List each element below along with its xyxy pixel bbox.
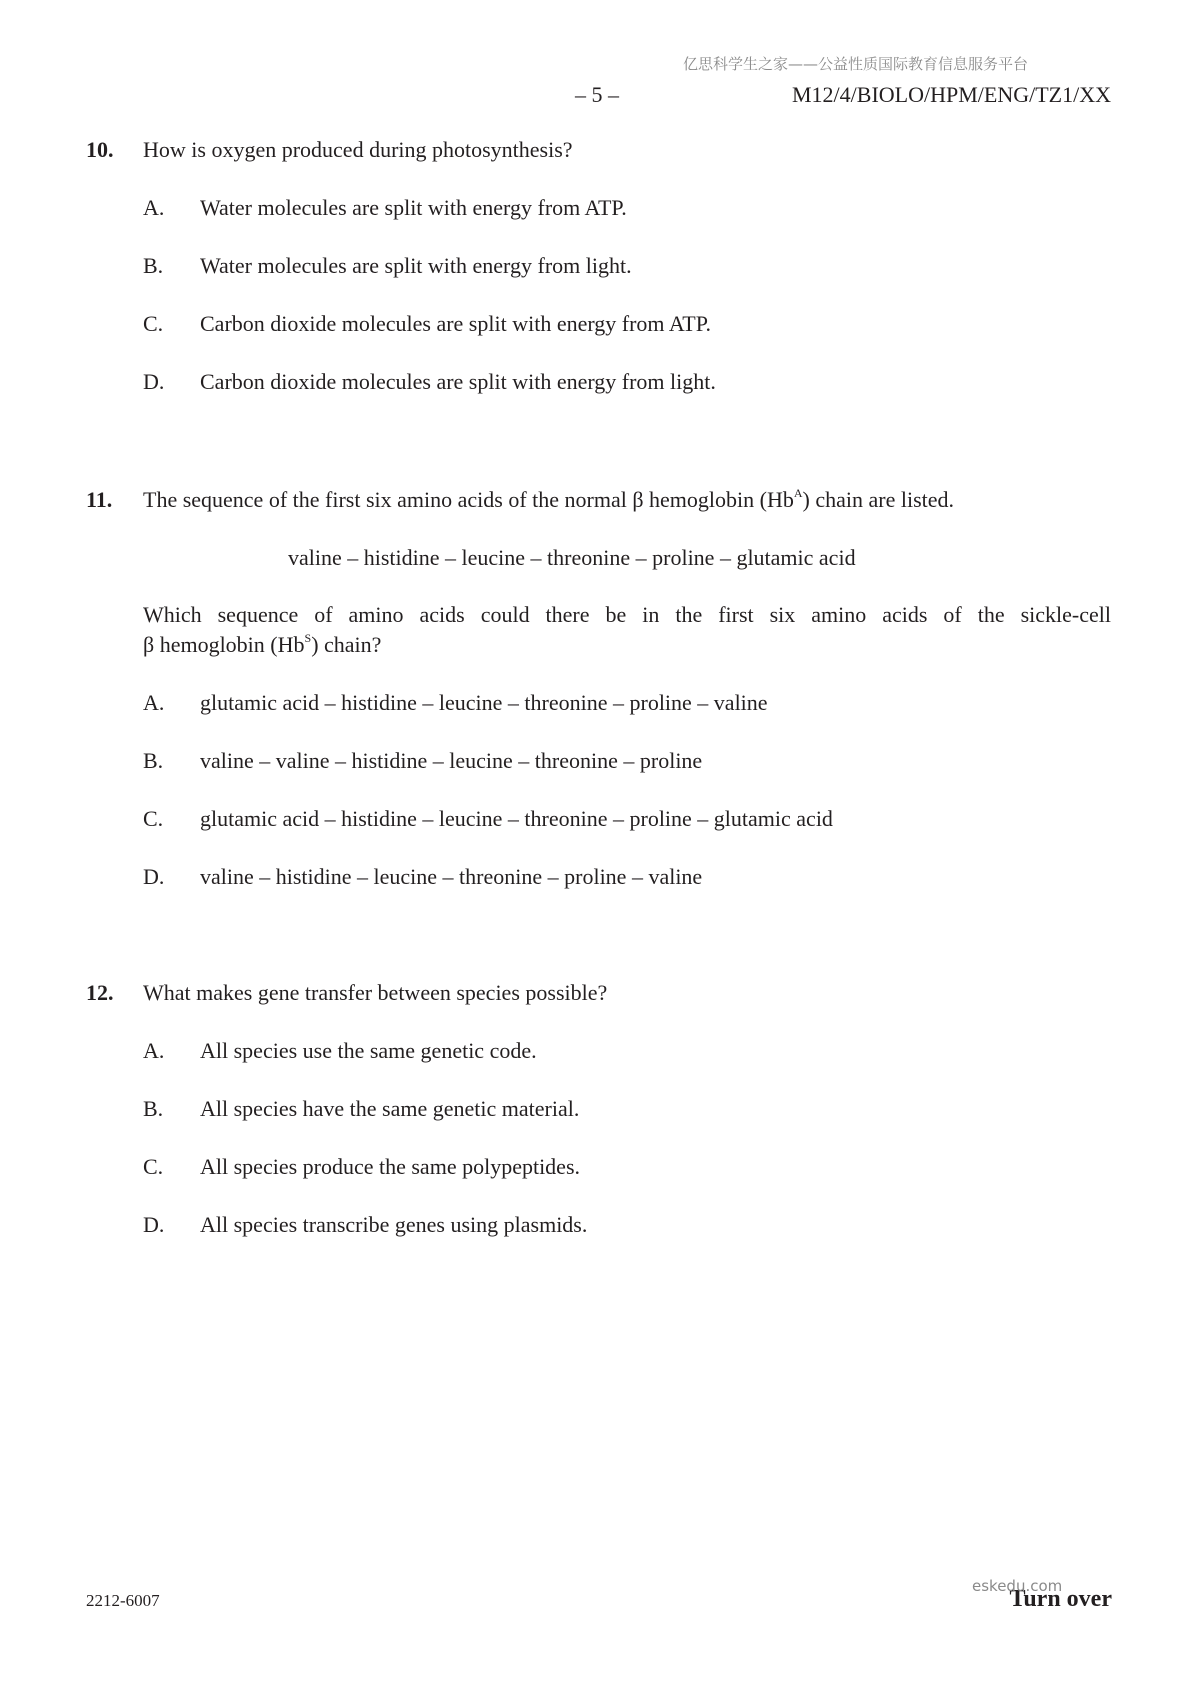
- option-text: Carbon dioxide molecules are split with energy from light.: [200, 369, 716, 394]
- option-text: All species have the same genetic material.: [200, 1096, 580, 1121]
- option-letter: A.: [143, 690, 165, 715]
- question-number: 10.: [86, 137, 114, 162]
- question-number: 11.: [86, 487, 113, 512]
- turn-over-label: Turn over: [1009, 1586, 1112, 1612]
- amino-acid-sequence: valine – histidine – leucine – threonine – proline – glutamic acid: [288, 545, 856, 570]
- question-number: 12.: [86, 980, 114, 1005]
- option-text: All species use the same genetic code.: [200, 1038, 537, 1063]
- option-text: All species transcribe genes using plasmids.: [200, 1212, 588, 1237]
- page-number: – 5 –: [575, 82, 619, 107]
- stem-text: The sequence of the first six amino acids of the normal β hemoglobin (Hb: [143, 487, 794, 512]
- paper-code: M12/4/BIOLO/HPM/ENG/TZ1/XX: [792, 82, 1111, 107]
- option-text: glutamic acid – histidine – leucine – threonine – proline – valine: [200, 690, 768, 715]
- question-stem: How is oxygen produced during photosynthesis?: [143, 137, 573, 162]
- option-letter: B.: [143, 748, 164, 773]
- stem-text: ) chain?: [311, 632, 382, 657]
- option-letter: D.: [143, 369, 165, 394]
- superscript: A: [793, 486, 803, 500]
- option-text: glutamic acid – histidine – leucine – threonine – proline – glutamic acid: [200, 806, 833, 831]
- option-text: Carbon dioxide molecules are split with energy from ATP.: [200, 311, 712, 336]
- question-stem: What makes gene transfer between species possible?: [143, 980, 608, 1005]
- question-stem: [143, 487, 954, 513]
- option-text: Water molecules are split with energy from ATP.: [200, 195, 627, 220]
- option-letter: B.: [143, 1096, 164, 1121]
- superscript: S: [304, 631, 312, 645]
- option-letter: C.: [143, 1154, 164, 1179]
- option-text: All species produce the same polypeptides.: [200, 1154, 581, 1179]
- option-letter: A.: [143, 1038, 165, 1063]
- option-letter: A.: [143, 195, 165, 220]
- option-letter: D.: [143, 864, 165, 889]
- question-line: [143, 632, 381, 657]
- header-watermark: 亿思科学生之家——公益性质国际教育信息服务平台: [683, 55, 1029, 73]
- option-letter: C.: [143, 311, 164, 336]
- footer-watermark: eskedu.com: [972, 1577, 1063, 1595]
- stem-text: β hemoglobin (Hb: [143, 632, 305, 657]
- option-text: Water molecules are split with energy from light.: [200, 253, 632, 278]
- question-line: Which sequence of amino acids could there be in the first six amino acids of the sickle-cell: [143, 602, 1111, 627]
- question-paragraph: [143, 600, 1111, 660]
- option-letter: D.: [143, 1212, 165, 1237]
- option-letter: B.: [143, 253, 164, 278]
- option-letter: C.: [143, 806, 164, 831]
- option-text: valine – histidine – leucine – threonine – proline – valine: [200, 864, 703, 889]
- stem-text: ) chain are listed.: [802, 487, 955, 512]
- option-text: valine – valine – histidine – leucine – threonine – proline: [200, 748, 703, 773]
- footer-code: 2212-6007: [86, 1591, 160, 1610]
